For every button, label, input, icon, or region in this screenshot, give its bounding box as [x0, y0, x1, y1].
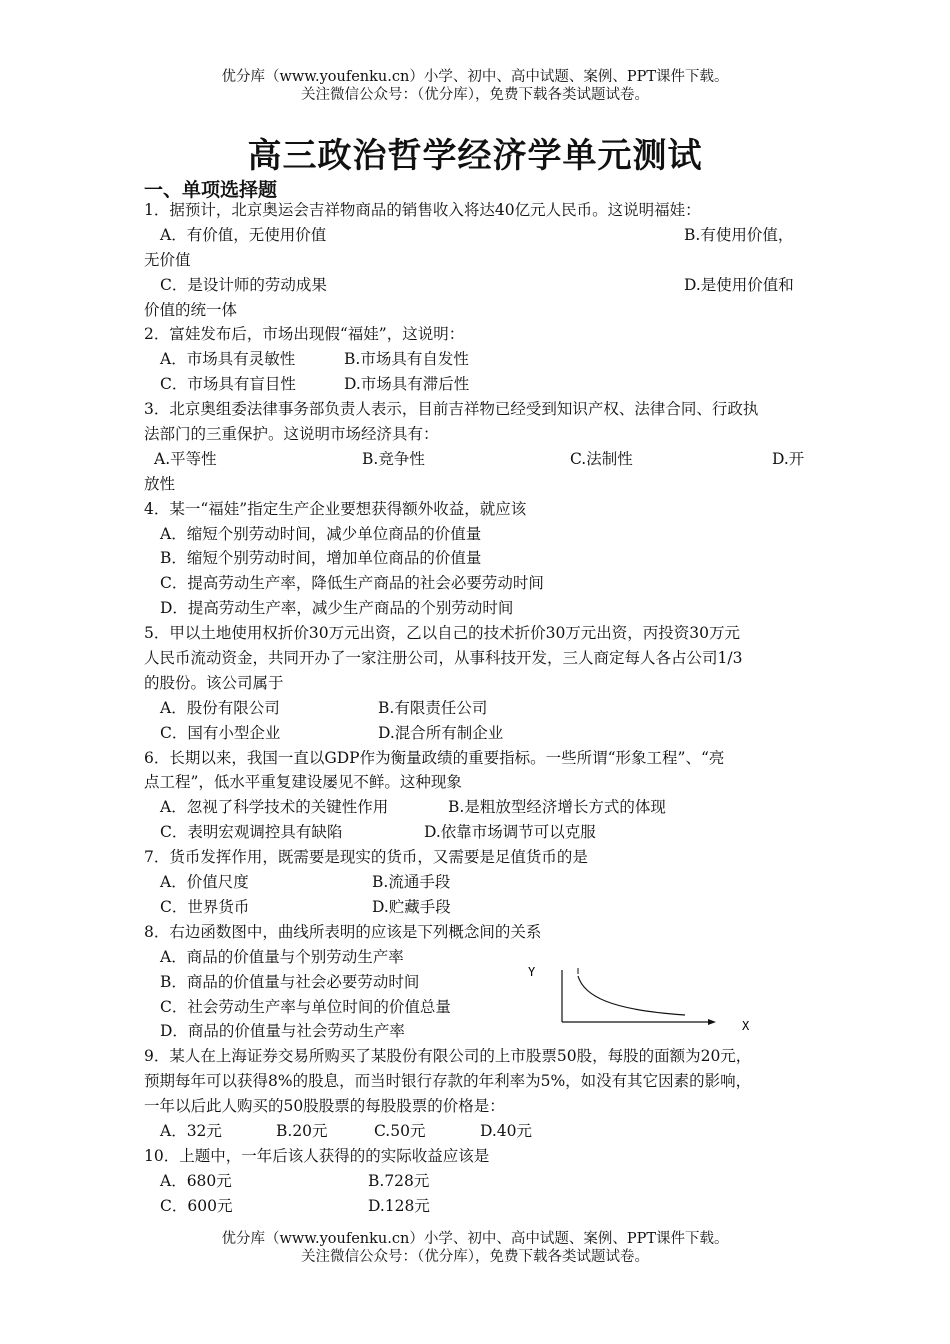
- option: B.728元: [368, 1171, 430, 1190]
- option: D．提高劳动生产率，减少生产商品的个别劳动时间: [160, 599, 514, 618]
- header-line-1: 优分库（www.youfenku.cn）小学、初中、高中试题、案例、PPT课件下载。: [221, 69, 729, 85]
- option: D.市场具有滞后性: [344, 375, 470, 394]
- option: D.贮藏手段: [372, 897, 451, 916]
- option: B.有限责任公司: [378, 698, 488, 717]
- option: A．忽视了科学技术的关键性作用: [160, 798, 389, 817]
- option: B.竞争性: [362, 449, 425, 468]
- option: B．商品的价值量与社会必要劳动时间: [160, 972, 420, 991]
- header-line-2: 关注微信公众号：（优分库），免费下载各类试题试卷。: [301, 87, 649, 103]
- option: A．商品的价值量与个别劳动生产率: [160, 947, 404, 966]
- option: C．表明宏观调控具有缺陷: [160, 823, 343, 842]
- footer-line-1: 优分库（www.youfenku.cn）小学、初中、高中试题、案例、PPT课件下载。: [221, 1231, 729, 1247]
- option: C．是设计师的劳动成果: [160, 275, 327, 294]
- question-stem: 4．某一“福娃”指定生产企业要想获得额外收益，就应该: [144, 499, 527, 518]
- option: C.50元: [374, 1121, 426, 1140]
- question-stem: 9．某人在上海证券交易所购买了某股份有限公司的上市股票50股，每股的面额为20元，: [144, 1047, 752, 1066]
- option-continued: 放性: [144, 474, 176, 493]
- graph-x-label: X: [742, 1019, 750, 1033]
- option: C．社会劳动生产率与单位时间的价值总量: [160, 997, 451, 1016]
- question-stem-continued: 的股份。该公司属于: [144, 673, 284, 692]
- option: D.128元: [368, 1196, 430, 1215]
- question-stem: 3．北京奥组委法律事务部负责人表示，目前吉祥物已经受到知识产权、法律合同、行政执: [144, 400, 759, 419]
- option: A．680元: [160, 1171, 232, 1190]
- function-graph: [520, 962, 760, 1042]
- option: D.40元: [480, 1121, 533, 1140]
- question-stem-continued: 一年以后此人购买的50股股票的每股股票的价格是：: [144, 1097, 505, 1116]
- option: D.开: [772, 449, 805, 468]
- option: D．商品的价值量与社会劳动生产率: [160, 1022, 405, 1041]
- option: C．国有小型企业: [160, 723, 281, 742]
- option: A．价值尺度: [160, 873, 249, 892]
- option: D.是使用价值和: [684, 275, 794, 294]
- option: A．32元: [160, 1121, 222, 1140]
- question-stem-continued: 点工程”，低水平重复建设屡见不鲜。这种现象: [144, 773, 462, 792]
- option: A．有价值，无使用价值: [160, 225, 327, 244]
- option: A.平等性: [154, 449, 217, 468]
- option: C．600元: [160, 1196, 233, 1215]
- question-stem: 6．长期以来，我国一直以GDP作为衡量政绩的重要指标。一些所谓“形象工程”、“亮: [144, 748, 725, 767]
- footer-line-2: 关注微信公众号：（优分库），免费下载各类试题试卷。: [301, 1249, 649, 1265]
- question-stem: 1．据预计，北京奥运会吉祥物商品的销售收入将达40亿元人民币。这说明福娃：: [144, 201, 701, 219]
- page-title: 高三政治哲学经济学单元测试: [247, 136, 703, 176]
- option: C．市场具有盲目性: [160, 375, 296, 394]
- question-stem: 2．富娃发布后，市场出现假“福娃”，这说明：: [144, 325, 465, 344]
- option: B.有使用价值，: [684, 225, 794, 244]
- option: C．提高劳动生产率，降低生产商品的社会必要劳动时间: [160, 574, 544, 593]
- graph-y-label: Y: [528, 965, 536, 979]
- graph-x-arrow-icon: [708, 1019, 716, 1025]
- question-stem: 8．右边函数图中，曲线所表明的应该是下列概念间的关系: [144, 922, 542, 941]
- option: A．缩短个别劳动时间，减少单位商品的价值量: [160, 524, 482, 543]
- option: A．市场具有灵敏性: [160, 350, 296, 369]
- option-continued: 无价值: [144, 250, 191, 269]
- graph-curve: [578, 976, 685, 1015]
- option: D.依靠市场调节可以克服: [424, 823, 596, 842]
- question-stem: 7．货币发挥作用，既需要是现实的货币，又需要是足值货币的是: [144, 848, 588, 867]
- option: A．股份有限公司: [160, 698, 280, 717]
- question-stem-continued: 预期每年可以获得8%的股息，而当时银行存款的年利率为5%，如没有其它因素的影响，: [144, 1072, 752, 1091]
- option: C.法制性: [570, 449, 633, 468]
- question-stem-continued: 人民币流动资金，共同开办了一家注册公司，从事科技开发，三人商定每人各占公司1/3: [144, 649, 743, 668]
- option: B.市场具有自发性: [344, 350, 469, 369]
- question-stem: 10．上题中，一年后该人获得的的实际收益应该是: [144, 1146, 490, 1165]
- option: D.混合所有制企业: [378, 723, 504, 742]
- option: B.流通手段: [372, 873, 451, 892]
- question-stem-continued: 法部门的三重保护。这说明市场经济具有：: [144, 425, 439, 444]
- question-list: [144, 198, 808, 1219]
- section-heading: 一、单项选择题: [144, 179, 278, 201]
- option: C．世界货币: [160, 897, 250, 916]
- option-continued: 价值的统一体: [144, 300, 238, 319]
- option: B.20元: [276, 1121, 328, 1140]
- option: B．缩短个别劳动时间，增加单位商品的价值量: [160, 549, 482, 568]
- question-stem: 5．甲以土地使用权折价30万元出资，乙以自己的技术折价30万元出资，丙投资30万元: [144, 624, 741, 643]
- option: B.是粗放型经济增长方式的体现: [448, 798, 666, 817]
